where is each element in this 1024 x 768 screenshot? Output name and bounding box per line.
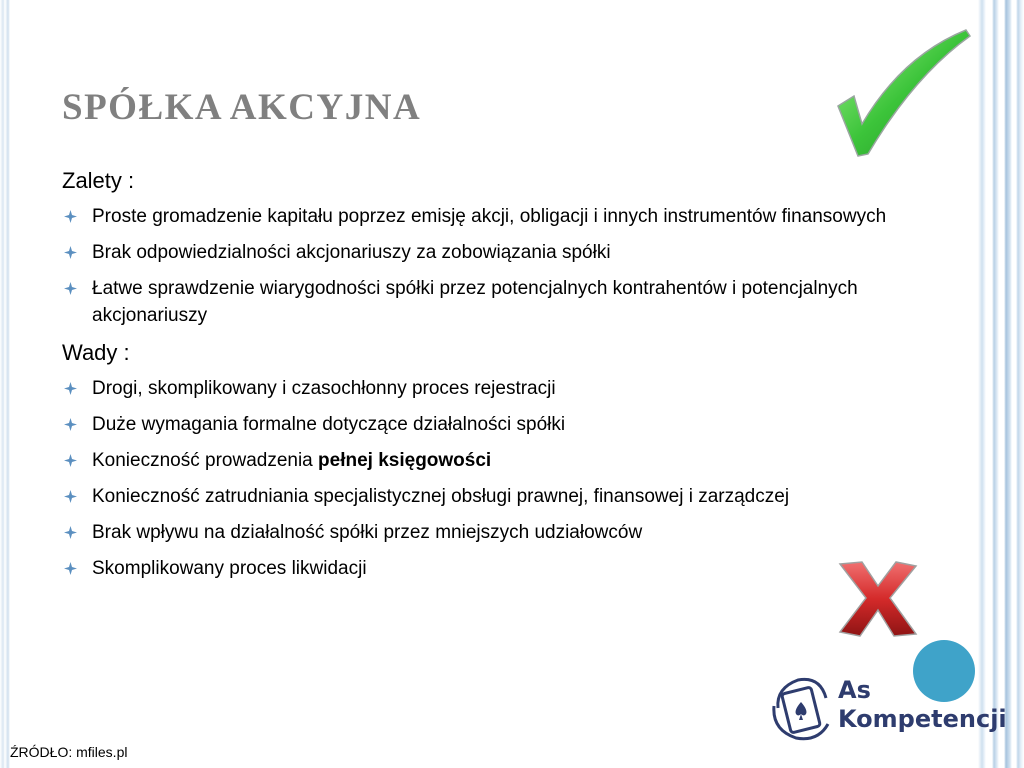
diamond-bullet-icon <box>64 490 77 503</box>
slide-title: SPÓŁKA AKCYJNA <box>62 87 422 128</box>
list-item-text: Duże wymagania formalne dotyczące działalności spółki <box>92 414 566 435</box>
diamond-bullet-icon <box>64 246 77 259</box>
disadvantages-list <box>62 375 942 582</box>
diamond-bullet-icon <box>64 210 77 223</box>
list-item-text: Konieczność prowadzenia <box>92 450 319 471</box>
list-item-text: Łatwe sprawdzenie wiarygodności spółki przez potencjalnych kontrahentów i potencjalnych akcjonariuszy <box>92 278 858 326</box>
list-item-text: Proste gromadzenie kapitału poprzez emisję akcji, obligacji i innych instrumentów finansowych <box>92 206 887 227</box>
list-item <box>62 239 942 266</box>
diamond-bullet-icon <box>64 526 77 539</box>
card-spade-icon <box>768 668 832 742</box>
slide-content <box>62 167 942 591</box>
list-item <box>62 411 942 438</box>
logo-line-2: Kompetencji <box>838 705 1007 733</box>
list-item-text: Drogi, skomplikowany i czasochłonny proces rejestracji <box>92 378 556 399</box>
list-item-text: Brak odpowiedzialności akcjonariuszy za zobowiązania spółki <box>92 242 611 263</box>
list-item <box>62 203 942 230</box>
left-border-decoration <box>0 0 10 768</box>
list-item <box>62 447 942 474</box>
red-x-icon <box>838 560 918 638</box>
diamond-bullet-icon <box>64 562 77 575</box>
diamond-bullet-icon <box>64 382 77 395</box>
logo-line-1: As <box>838 676 871 704</box>
diamond-bullet-icon <box>64 282 77 295</box>
list-item <box>62 519 942 546</box>
source-caption: ŹRÓDŁO: mfiles.pl <box>10 744 128 760</box>
logo-text <box>838 676 1007 734</box>
list-item <box>62 375 942 402</box>
list-item <box>62 483 942 510</box>
diamond-bullet-icon <box>64 454 77 467</box>
list-item-text: Konieczność zatrudniania specjalistycznej obsługi prawnej, finansowej i zarządczej <box>92 486 790 507</box>
list-item <box>62 555 942 582</box>
green-checkmark-icon <box>832 26 972 161</box>
list-item-bold-text: pełnej księgowości <box>318 450 492 471</box>
list-item-text: Brak wpływu na działalność spółki przez mniejszych udziałowców <box>92 522 643 543</box>
disadvantages-heading: Wady : <box>62 340 130 365</box>
diamond-bullet-icon <box>64 418 77 431</box>
advantages-heading: Zalety : <box>62 168 135 193</box>
list-item-text: Skomplikowany proces likwidacji <box>92 558 367 579</box>
advantages-list <box>62 203 942 329</box>
right-border-decoration <box>978 0 1024 768</box>
list-item <box>62 275 942 329</box>
